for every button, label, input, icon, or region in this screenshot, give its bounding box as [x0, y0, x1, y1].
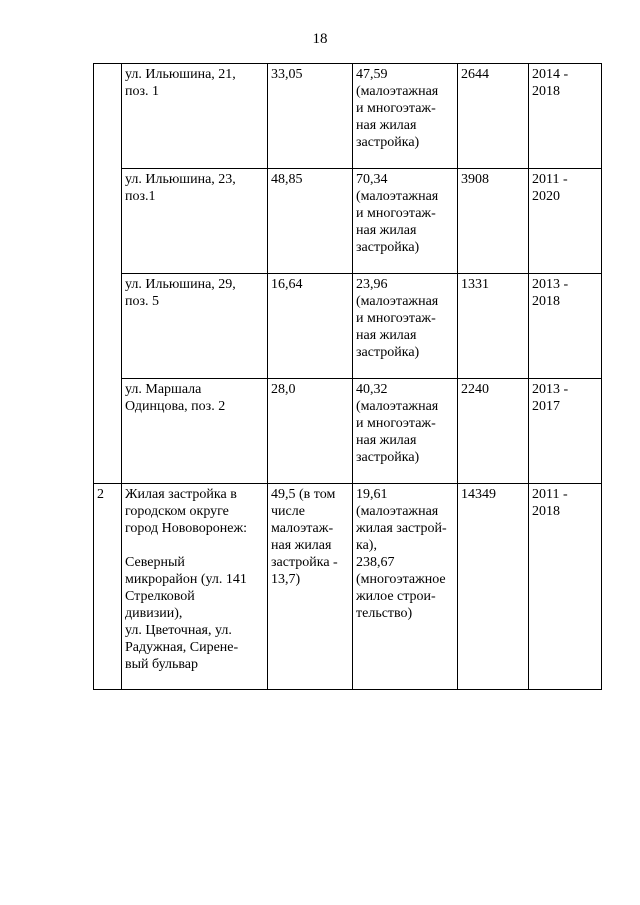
table-row [94, 64, 602, 169]
population-cell: 3908 [458, 169, 529, 274]
population-cell: 2644 [458, 64, 529, 169]
total-area-cell: 23,96 (малоэтажная и многоэтаж- ная жилая застройка) [353, 274, 458, 379]
area-cell: 16,64 [268, 274, 353, 379]
area-cell: 49,5 (в том числе малоэтаж- ная жилая застройка - 13,7) [268, 484, 353, 690]
area-cell: 33,05 [268, 64, 353, 169]
population-cell: 2240 [458, 379, 529, 484]
address-cell: ул. Ильюшина, 29, поз. 5 [122, 274, 268, 379]
table-row [94, 484, 602, 690]
years-cell: 2014 - 2018 [529, 64, 602, 169]
address-cell: Жилая застройка в городском округе город Нововоронеж: Северный микрорайон (ул. 141 Стрелковой дивизии), ул. Цветочная, ул. Радужная, Сирене- вый бульвар [122, 484, 268, 690]
housing-table [93, 63, 602, 690]
total-area-cell: 19,61 (малоэтажная жилая застрой- ка), 238,67 (многоэтажное жилое строи- тельство) [353, 484, 458, 690]
row-number-cell [94, 274, 122, 379]
total-area-cell: 40,32 (малоэтажная и многоэтаж- ная жилая застройка) [353, 379, 458, 484]
years-cell: 2013 - 2017 [529, 379, 602, 484]
address-cell: ул. Маршала Одинцова, поз. 2 [122, 379, 268, 484]
population-cell: 1331 [458, 274, 529, 379]
row-number-cell [94, 169, 122, 274]
table-row [94, 274, 602, 379]
years-cell: 2011 - 2020 [529, 169, 602, 274]
table-row [94, 169, 602, 274]
total-area-cell: 47,59 (малоэтажная и многоэтаж- ная жилая застройка) [353, 64, 458, 169]
row-number-cell [94, 64, 122, 169]
population-cell: 14349 [458, 484, 529, 690]
table-row [94, 379, 602, 484]
row-number-cell [94, 379, 122, 484]
years-cell: 2011 - 2018 [529, 484, 602, 690]
area-cell: 28,0 [268, 379, 353, 484]
years-cell: 2013 - 2018 [529, 274, 602, 379]
area-cell: 48,85 [268, 169, 353, 274]
address-cell: ул. Ильюшина, 23, поз.1 [122, 169, 268, 274]
address-cell: ул. Ильюшина, 21, поз. 1 [122, 64, 268, 169]
page-number: 18 [312, 31, 328, 47]
total-area-cell: 70,34 (малоэтажная и многоэтаж- ная жилая застройка) [353, 169, 458, 274]
row-number-cell: 2 [94, 484, 122, 690]
